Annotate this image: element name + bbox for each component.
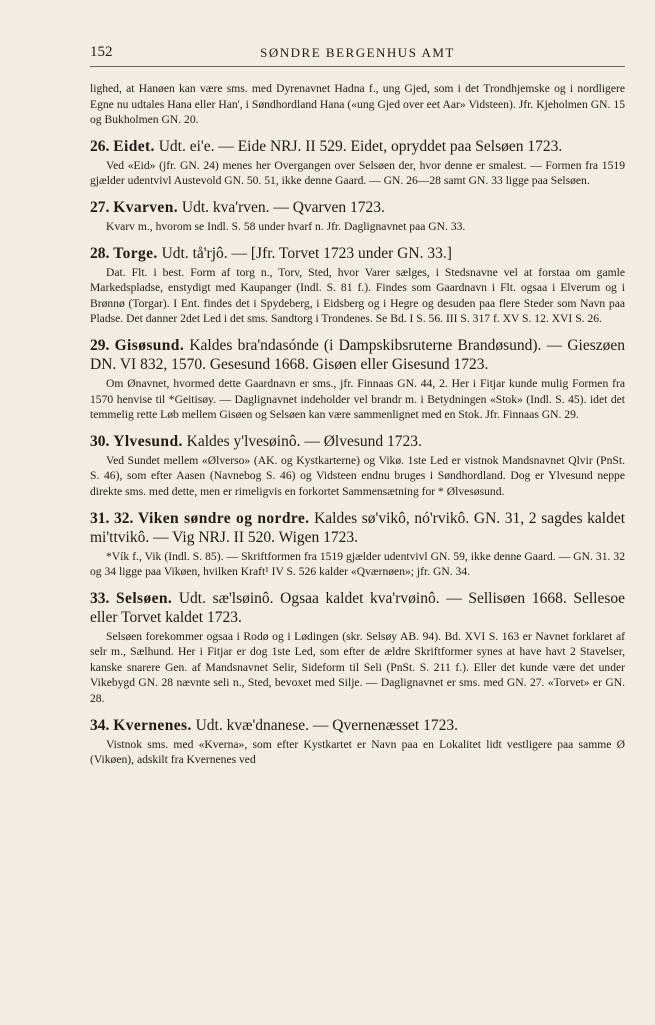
entry-body: Selsøen forekommer ogsaa i Rodø og i Lødingen (skr. Selsøy AB. 94). Bd. XVI S. 163 er Navnet forklaret af selr m., Sælhund. Her i Fitjar er dog 1ste Led, som efter de ældre Skriftformer synes at have havt 2 Stavelser, kanske snarere Gen. af Mandsnavnet Selir, Sideform til Seli (PnSt. S. 211 f.). Eller det kunde være det under Vikebygd GN. 28 nævnte seli n., Sted, bevoxet med Silje. — Daglignavnet er sms. med GN. 27. «Torvet» er GN. 28. bbox=[90, 629, 625, 706]
entry-heading-text: Udt. kvæ'dnanese. — Qvernenæsset 1723. bbox=[195, 716, 458, 734]
entry-name: Selsøen. bbox=[116, 589, 173, 607]
entry-name: Kvarven. bbox=[113, 198, 179, 216]
entry-number: 34. bbox=[90, 716, 110, 734]
entry-33 bbox=[90, 589, 625, 707]
entry-29 bbox=[90, 336, 625, 423]
entry-heading bbox=[90, 589, 625, 627]
entry-heading-text: Udt. sæ'lsøinô. Ogsaa kaldet kva'rvøinô. — Sellisøen 1668. Sellesoe eller Torvet kaldet 1723. bbox=[90, 589, 625, 626]
running-title: SØNDRE BERGENHUS AMT bbox=[260, 45, 455, 60]
entry-number: 27. bbox=[90, 198, 110, 216]
entry-name: Torge. bbox=[113, 244, 158, 262]
entry-27 bbox=[90, 198, 625, 235]
entry-heading bbox=[90, 198, 625, 217]
entry-number: 31. 32. bbox=[90, 509, 134, 527]
entry-heading-text: Udt. ei'e. — Eide NRJ. II 529. Eidet, opryddet paa Selsøen 1723. bbox=[158, 137, 563, 155]
entry-number: 26. bbox=[90, 137, 110, 155]
intro-paragraph: lighed, at Hanøen kan være sms. med Dyrenavnet Hadna f., ung Gjed, som i det Trondhjemske og i nordligere Egne nu udtales Hana eller Han', i Søndhordland Hana («ung Gjed over eet Aar» Vidsteen). Jfr. Kjeholmen GN. 15 og Bukholmen GN. 20. bbox=[90, 82, 625, 127]
entry-number: 33. bbox=[90, 589, 110, 607]
entry-name: Eidet. bbox=[113, 137, 155, 155]
entry-heading bbox=[90, 716, 625, 735]
entry-heading-text: Udt. kva'rven. — Qvarven 1723. bbox=[181, 198, 385, 216]
entry-heading bbox=[90, 432, 625, 451]
entry-body: *Vík f., Vik (Indl. S. 85). — Skriftformen fra 1519 gjælder udentvivl GN. 59, ikke denne Gaard. — GN. 31. 32 og 34 ligge paa Vikøen, hvilken Kraft¹ IV S. 526 kalder «Qværnøen»; jfr. GN. 34. bbox=[90, 549, 625, 579]
entry-heading bbox=[90, 509, 625, 547]
entry-number: 30. bbox=[90, 432, 110, 450]
entry-heading bbox=[90, 336, 625, 374]
entry-body: Om Ønavnet, hvormed dette Gaardnavn er sms., jfr. Finnaas GN. 44, 2. Her i Fitjar kunde mulig Formen fra 1570 henvise til *Geitisøy. — Daglignavnet indeholder vel brandr m. i Betydningen «Stok» (Indl. S. 45). idet det temmelig rette Løb mellem Gisøen og Selsøen kan være sammenlignet med en Stok. Jfr. Finnaas GN. 29. bbox=[90, 376, 625, 422]
entry-26 bbox=[90, 137, 625, 189]
running-head bbox=[90, 40, 625, 67]
entry-34 bbox=[90, 716, 625, 768]
entry-31-32 bbox=[90, 509, 625, 580]
entry-number: 29. bbox=[90, 336, 110, 354]
entry-name: Viken søndre og nordre. bbox=[138, 509, 310, 527]
entry-heading bbox=[90, 244, 625, 263]
entry-body: Kvarv m., hvorom se Indl. S. 58 under hvarf n. Jfr. Daglignavnet paa GN. 33. bbox=[106, 219, 466, 233]
entry-heading-text: Kaldes bra'ndasónde (i Dampskibsruterne Brandøsund). — Gieszøen DN. VI 832, 1570. Gesesund 1668. Gisøen eller Gisesund 1723. bbox=[90, 336, 625, 373]
page-body bbox=[90, 81, 625, 768]
entry-heading-text: Udt. tå'rjô. — [Jfr. Torvet 1723 under GN. 33.] bbox=[161, 244, 452, 262]
entry-body: Dat. Flt. i best. Form af torg n., Torv, Sted, hvor Varer sælges, i Stedsnavne vel at forstaa om gamle Markedspladse, enstydigt med Kaupanger (Indl. S. 81 f.). Findes som Gaardnavn i Flt. ogsaa i Elverum og i Brønnø (Torgar). I Ent. findes det i Spydeberg, i Eidsberg og i Hegre og desuden paa flere Steder som Navn paa Pladse. Det danner 2det Led i det sms. Sandtorg i Trondenes. Se Bd. I S. 56. III S. 317 f. XV S. 12. XVI S. 26. bbox=[90, 265, 625, 326]
entry-28 bbox=[90, 244, 625, 327]
entry-heading-text: Kaldes y'lvesøinô. — Ølvesund 1723. bbox=[186, 432, 422, 450]
entry-body: Ved Sundet mellem «Ølverso» (AK. og Kystkarterne) og Vikø. 1ste Led er vistnok Mandsnavnet Qlvir (PnSt. S. 46), som efter Aasen (Navnebog S. 46) og Vidsteen endnu bruges i Søndhordland. Dog er Ylvesund neppe direkte sms. med dette, men er rimeligvis en forkortet Sammensætning for * Ølvesøsund. bbox=[90, 453, 625, 498]
entry-name: Gisøsund. bbox=[114, 336, 185, 354]
entry-body: Ved «Eid» (jfr. GN. 24) menes her Overgangen over Selsøen der, hvor denne er smalest. — Formen fra 1519 gjælder udentvivl Austevold GN. 50. 51, ikke denne Gaard. — GN. 26—28 samt GN. 33 ligge paa Selsøen. bbox=[90, 158, 625, 188]
entry-heading-text: Kaldes sø'vikô, nó'rvikô. GN. 31, 2 sagdes kaldet mi'ttvikô. — Vig NRJ. II 520. Wigen 1723. bbox=[90, 509, 626, 546]
entry-body: Vistnok sms. med «Kverna», som efter Kystkartet er Navn paa en Lokalitet lidt vestligere paa samme Ø (Vikøen), adskilt fra Kvernenes ved bbox=[90, 737, 625, 767]
entry-name: Kvernenes. bbox=[113, 716, 192, 734]
entry-30 bbox=[90, 432, 625, 500]
entry-name: Ylvesund. bbox=[113, 432, 183, 450]
page-number: 152 bbox=[90, 44, 113, 60]
entry-heading bbox=[90, 137, 625, 156]
entry-number: 28. bbox=[90, 244, 110, 262]
